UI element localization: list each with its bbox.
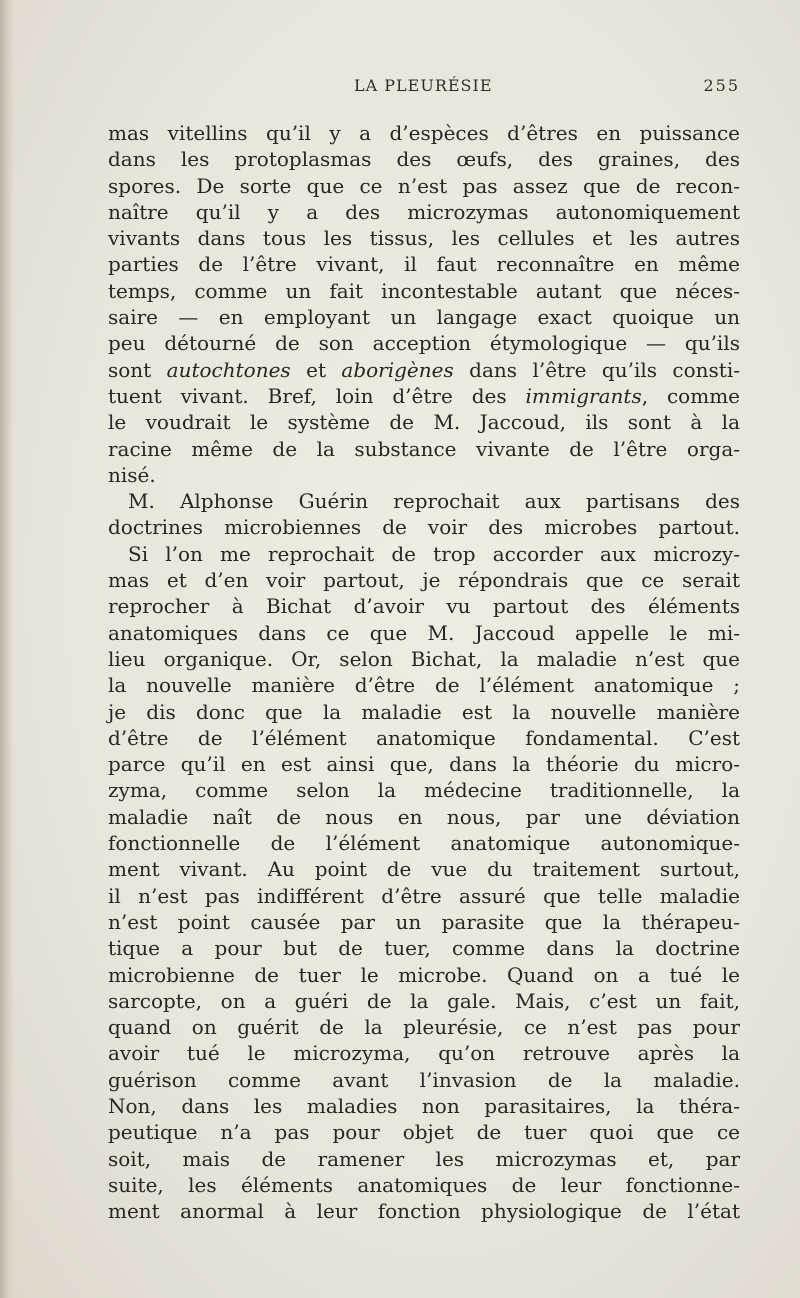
text-line: lieu organique. Or, selon Bichat, la maladie n’est que [108, 646, 740, 671]
text-line: sarcopte, on a guéri de la gale. Mais, c’est un fait, [108, 988, 740, 1013]
text-line: Si l’on me reprochait de trop accorder aux microzy- [128, 541, 740, 566]
running-head: LA PLEURÉSIE [354, 76, 493, 95]
text-line: je dis donc que la maladie est la nouvelle manière [108, 699, 740, 724]
text-line: vivants dans tous les tissus, les cellules et les autres [108, 226, 740, 251]
italic-term: autochtones [166, 357, 291, 382]
text-line: suite, les éléments anatomiques de leur fonctionne- [108, 1172, 740, 1197]
text-line: doctrines microbiennes de voir des microbes partout. [108, 515, 740, 540]
text-line: nisé. [108, 462, 156, 487]
text-line: naître qu’il y a des microzymas autonomiquement [108, 199, 740, 224]
text-line: zyma, comme selon la médecine traditionnelle, la [108, 778, 740, 803]
text-line: Non, dans les maladies non parasitaires, la théra- [108, 1093, 740, 1118]
text-line: mas et d’en voir partout, je répondrais que ce serait [108, 568, 740, 593]
text-line: d’être de l’élément anatomique fondamental. C’est [108, 725, 740, 750]
text-line: sont autochtones et aborigènes dans l’être qu’ils consti- [108, 357, 740, 382]
text-line: peu détourné de son acception étymologique — qu’ils [108, 331, 740, 356]
page-number: 255 [703, 76, 740, 95]
italic-term: immigrants [525, 383, 642, 408]
page-gutter-shadow [0, 0, 14, 1298]
text-line: M. Alphonse Guérin reprochait aux partisans des [128, 489, 740, 514]
text-line: fonctionnelle de l’élément anatomique autonomique- [108, 831, 740, 856]
text-line: racine même de la substance vivante de l’être orga- [108, 436, 740, 461]
text-line: maladie naît de nous en nous, par une déviation [108, 804, 740, 829]
text-line: peutique n’a pas pour objet de tuer quoi que ce [108, 1120, 740, 1145]
text-line: mas vitellins qu’il y a d’espèces d’êtres en puissance [108, 121, 740, 145]
text-line: tique a pour but de tuer, comme dans la doctrine [108, 936, 740, 961]
text-line: parce qu’il en est ainsi que, dans la théorie du micro- [108, 752, 740, 777]
text-line: saire — en employant un langage exact quoique un [108, 305, 740, 330]
body-text [108, 120, 740, 1224]
text-line: la nouvelle manière d’être de l’élément anatomique ; [108, 673, 740, 698]
text-line: le voudrait le système de M. Jaccoud, ils sont à la [108, 410, 740, 435]
text-line: microbienne de tuer le microbe. Quand on a tué le [108, 962, 740, 987]
text-line: spores. De sorte que ce n’est pas assez que de recon- [108, 173, 740, 198]
text-line: n’est point causée par un parasite que la thérapeu- [108, 909, 740, 934]
text-line: ment vivant. Au point de vue du traitement surtout, [108, 857, 740, 882]
text-line: ment anormal à leur fonction physiologique de l’état [108, 1199, 740, 1224]
text-line: tuent vivant. Bref, loin d’être des immigrants, comme [108, 383, 740, 408]
text-line: anatomiques dans ce que M. Jaccoud appelle le mi- [108, 620, 740, 645]
text-line: avoir tué le microzyma, qu’on retrouve après la [108, 1041, 740, 1066]
text-line: quand on guérit de la pleurésie, ce n’est pas pour [108, 1015, 740, 1040]
italic-term: aborigènes [341, 357, 454, 382]
page-header [108, 76, 740, 102]
text-line: reprocher à Bichat d’avoir vu partout des éléments [108, 594, 740, 619]
text-line: parties de l’être vivant, il faut reconnaître en même [108, 252, 740, 277]
text-line: dans les protoplasmas des œufs, des graines, des [108, 147, 740, 172]
text-line: guérison comme avant l’invasion de la maladie. [108, 1067, 740, 1092]
text-line: temps, comme un fait incontestable autant que néces- [108, 278, 740, 303]
text-line: il n’est pas indifférent d’être assuré que telle maladie [108, 883, 740, 908]
text-line: soit, mais de ramener les microzymas et, par [108, 1146, 740, 1171]
